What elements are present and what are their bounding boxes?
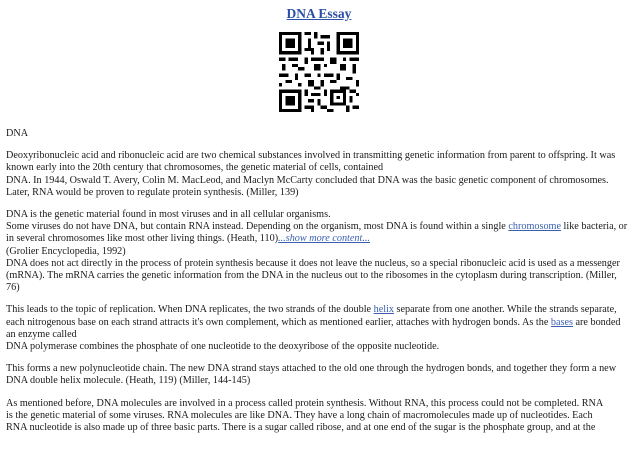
paragraph-1-line-1: Deoxyribonucleic acid and ribonucleic acid are two chemical substances involved in transmitting genetic information from parent to offspring. It was: [6, 150, 616, 162]
paragraph-5-line-1: As mentioned before, DNA molecules are involved in a process called protein synthesis. Without RNA, this process could not be completed. RNA: [6, 397, 604, 409]
paragraph-5-line-3: RNA nucleotide is also made up of three basic parts. There is a sugar called ribose, and at one end of the sugar is the phosphate group, and at the: [6, 422, 596, 434]
paragraph-2-line-6: (mRNA). The mRNA carries the genetic information from the DNA in the nucleus out to the ribosomes in the cytoplasm during transcription. (Miller,: [6, 270, 617, 282]
page-title[interactable]: DNA Essay: [286, 6, 352, 21]
paragraph-2-line-2: [6, 221, 632, 233]
text-fragment: in several chromosomes like most other living things. (Heath, 110): [6, 233, 279, 245]
paragraph-3-line-4: DNA polymerase combines the phosphate of one nucleotide to the deoxyribose of the opposite nucleotide.: [6, 341, 440, 353]
qr-code-icon: [279, 32, 359, 112]
paragraph-2-line-1: DNA is the genetic material found in most viruses and in all cellular organisms.: [6, 209, 331, 221]
paragraph-4-line-1: This forms a new polynucleotide chain. The new DNA strand stays attached to the old one through the hydrogen bonds, and together they form a new: [6, 363, 617, 375]
text-fragment: are bonded: [572, 316, 621, 328]
text-fragment: each nitrogenous base on each strand attracts it's own complement, which as mentioned earlier, attaches with hydrogen bonds. As the: [6, 316, 551, 328]
essay-body: [6, 128, 632, 434]
qr-code: [279, 32, 359, 112]
paragraph-1-line-4: Later, RNA would be proven to regulate protein synthesis. (Miller, 139): [6, 186, 299, 198]
paragraph-3-line-3: an enzyme called: [6, 328, 77, 340]
chromosome-link[interactable]: chromosome: [508, 221, 561, 233]
paragraph-2-line-3: [6, 233, 632, 245]
paragraph-4-line-2: DNA double helix molecule. (Heath, 119) (Miller, 144-145): [6, 375, 251, 387]
show-more-link[interactable]: ...show more content...: [278, 233, 370, 245]
paragraph-1-line-2: known early into the 20th century that chromosomes, the genetic material of cells, contained: [6, 162, 384, 174]
section-heading: DNA: [6, 128, 29, 139]
paragraph-1-line-3: DNA. In 1944, Oswald T. Avery, Colin M. MacLeod, and Maclyn McCarty concluded that DNA was the basic genetic component of chromosomes.: [6, 174, 609, 186]
paragraph-2-line-7: 76): [6, 282, 20, 294]
bases-link[interactable]: bases: [550, 316, 573, 328]
text-fragment: This leads to the topic of replication. When DNA replicates, the two strands of the double: [6, 304, 374, 316]
paragraph-2-line-4: (Grolier Encyclopedia, 1992): [6, 245, 126, 257]
text-fragment: Some viruses do not have DNA, but contain RNA instead. Depending on the organism, most DNA is found within a single: [6, 221, 509, 233]
helix-link[interactable]: helix: [373, 304, 394, 316]
paragraph-3-line-1: [6, 304, 632, 316]
paragraph-2-line-5: DNA does not act directly in the process of protein synthesis because it does not leave the nucleus, so a special ribonucleic acid is used as a messenger: [6, 257, 620, 269]
text-fragment: separate from one another. While the strands separate,: [393, 304, 617, 316]
paragraph-3-line-2: [6, 317, 632, 329]
text-fragment: like bacteria, or: [560, 221, 628, 233]
paragraph-5-line-2: is the genetic material of some viruses. RNA molecules are like DNA. They have a long chain of macromolecules made up of nucleotides. Each: [6, 409, 593, 421]
